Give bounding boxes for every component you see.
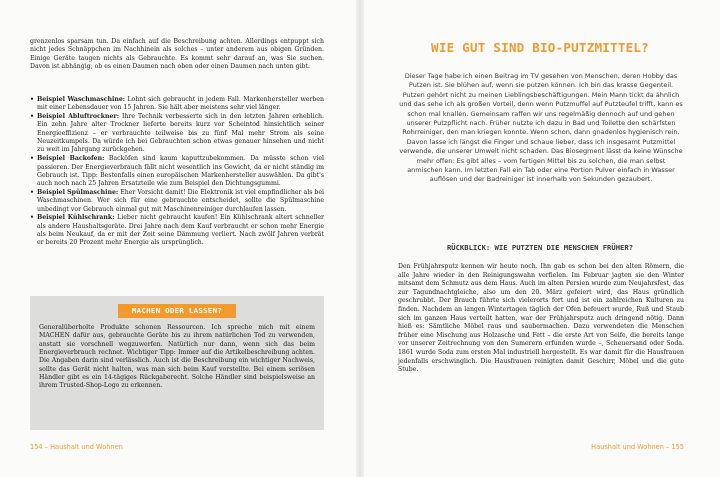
right-page-footer: Haushalt und Wohnen – 155: [591, 443, 684, 451]
bullet-label: Beispiel Waschmaschine:: [37, 96, 126, 103]
bullet-label: Beispiel Spülmaschine:: [37, 188, 119, 196]
bullet-item: [30, 155, 324, 188]
right-body-paragraph: Den Frühjahrsputz kennen wir heute noch. Ihn gab es schon bei den alten Römern, die alle Jahre wieder in den Reinigungswahn verfielen. Im Februar jagten sie den Winter mitsamt dem Schmutz aus dem Haus. Auch im alten Persien wurde zum Neujahrsfest, das zur Tagundnachtgleiche, also um den 20. März gefeiert wird, das Haus gründlich geschrubbt. Der Brauch führte sich vielerorts fort und ist ein zahlreichen Kulturen zu finden. Nachdem an langen Wintertagen täglich der Ofen befeuert wurde, Ruß und Staub sich im ganzen Haus verteilt hatten, war der Frühjahrsputz auch dringend nötig. Dann hieß es: Sämtliche Möbel raus und saubermachen. Dazu verwendeten die Menschen früher eine Mischung aus Holzasche und Fett – die erste Art von Seife, die bereits lange vor unserer Zeitrechnung von den Sumerern erfunden wurde –, Scheuersand oder Soda. 1861 wurde Soda zum ersten Mal industriell hergestellt. Es war damit für die Hausfrauen jedenfalls erschwinglich. Die Hausfrauen reinigten damit Geschirr, Möbel und die gute Stube.: [398, 263, 684, 374]
bullet-text: Backöfen sind kaum kaputtzubekommen. Da müsste schon viel passieren. Der Energieverbrauch fällt nicht wesentlich ins Gewicht, da er nicht ständig im Gebrauch ist. Tipp: Bestenfalls einen europäischen Markenhersteller auswählen. Da gibt's auch noch nach 25 Jahren Ersatzteile wie zum Beispiel den Dichtungsgummi.: [37, 155, 324, 188]
bullet-text: Lieber nicht gebraucht kaufen! Ein Kühlschrank altert schneller als andere Haushaltsgeräte. Drei Jahre nach dem Kauf verbraucht er schon mehr Energie als beim Neukauf, da er mit der Zeit seine Dämmung verliert. Nach zwölf Jahren verbrät er bereits 20 Prozent mehr Energie als ursprünglich.: [37, 214, 325, 247]
bullet-item: [30, 113, 324, 155]
bullet-text: Eher Vorsicht damit! Die Elektronik ist viel empfindlicher als bei Waschmaschinen. Wer sich für eine gebrauchte entscheidet, sollte die Spülmaschine unbedingt vor Gebrauch einmal gut mit Maschinenreiniger durchlaufen lassen.: [37, 188, 325, 213]
tip-box: [30, 296, 324, 430]
bullet-label: Beispiel Abluftrockner:: [37, 113, 120, 121]
example-bullet-list: [30, 96, 324, 248]
bullet-item: [30, 214, 324, 247]
bullet-item: [30, 96, 324, 113]
right-page-subheading: RÜCKBLICK: WIE PUTZTEN DIE MENSCHEN FRÜHER?: [446, 243, 634, 252]
book-gutter: [356, 0, 364, 477]
bullet-text: Ihre Technik verbesserte sich in den letzten Jahren erheblich. Ein zehn Jahre alter Trockner lieferte bereits kurz vor Scheintod hinsichtlich seiner Energieeffizienz – er verbrauchte teilweise bis zu fünf Mal mehr Strom als seine Neuzeitkumpels. Da würde ich bei Gebrauchten schon etwas genauer hinsehen und nicht zu weit im Jahrgang zurückgehen.: [37, 113, 324, 154]
bullet-text: Lohnt sich gebraucht in jedem Fall. Markenhersteller werben mit einer Lebensdauer von 15 Jahren. Sie hält aber meistens sehr viel länger.: [37, 96, 324, 112]
bullet-label: Beispiel Backofen:: [37, 155, 105, 163]
right-page-title: WIE GUT SIND BIO-PUTZMITTEL?: [431, 40, 649, 55]
right-intro-paragraph: Dieser Tage habe ich einen Beitrag im TV gesehen von Menschen, deren Hobby das Putzen ist. Sie blühen auf, wenn sie putzen können. Ich bin das krasse Gegenteil. Putzen gehört nicht zu meinen Lieblingsbeschäftigungen. Mein Mann tickt da ähnlich und das sehe ich als großen Vorteil, denn wenn Putzmuffel auf Putzteufel trifft, kann es schon mal knallen. Gemeinsam raffen wir uns regelmäßig dennoch auf und gehen unserer Putzpflicht nach. Früher nutzte ich dazu in Bad und Toilette den schärfsten Rohrreiniger, den man kriegen konnte. Wenn schon, dann gnadenlos hygienisch rein. Davon lasse ich längst die Finger und schaue lieber, dass ich insgesamt Putzmittel verwende, die unserer Umwelt nicht schaden. Das Biosegment lässt da keine Wünsche mehr offen: Es gibt alles – vom fertigen Mittel bis zu solchen, die man selbst anmischen kann. Im letzten Fall ein Tab oder eine Portion Pulver einfach in Wasser auflösen und der Badreiniger ist innerhalb von Sekunden gezaubert.: [399, 72, 683, 184]
bullet-item: [30, 189, 324, 214]
left-intro-paragraph: grenzenlos sparsam tun. Da einfach auf die Beschreibung achten. Allerdings entpuppt sich nicht jedes Schnäppchen im Nachhinein als solches – unter anderem aus obigen Gründen. Einige Geräte taugen nichts als Gebrauchte. Es kommt sehr darauf an, was Sie suchen. Davon ist abhängig, ob es einen Daumen nach oben oder einen Daumen nach unten gibt.: [30, 38, 324, 71]
tip-box-text: Generalüberholte Produkte schonen Ressourcen. Ich spreche mich mit einem MACHEN dafür aus, gebrauchte Geräte bis zu ihrem natürlichen Tod zu verwenden, anstatt sie vorschnell wegzuwerfen. Natürlich nur dann, wenn sich das beim Energieverbrauch rechnet. Wichtiger Tipp: Immer auf die Artikelbeschreibung achten. Die Angaben darin sind verlässlich. Auch ist die Beschreibung ein wichtiger Nachweis, sollte das Gerät nicht halten, was man sich beim Kauf vorstellte. Bei einem seriösen Händler gibt es ein 14-tägiges Rückgaberecht. Solche Händler sind beispielsweise an ihrem Trusted-Shop-Logo zu erkennen.: [39, 324, 315, 390]
bullet-label: Beispiel Kühlschrank:: [37, 214, 115, 222]
left-page-footer: 154 – Haushalt und Wohnen: [30, 443, 123, 451]
right-page: [360, 0, 720, 477]
tip-box-title: MACHEN ODER LASSEN?: [118, 304, 236, 318]
